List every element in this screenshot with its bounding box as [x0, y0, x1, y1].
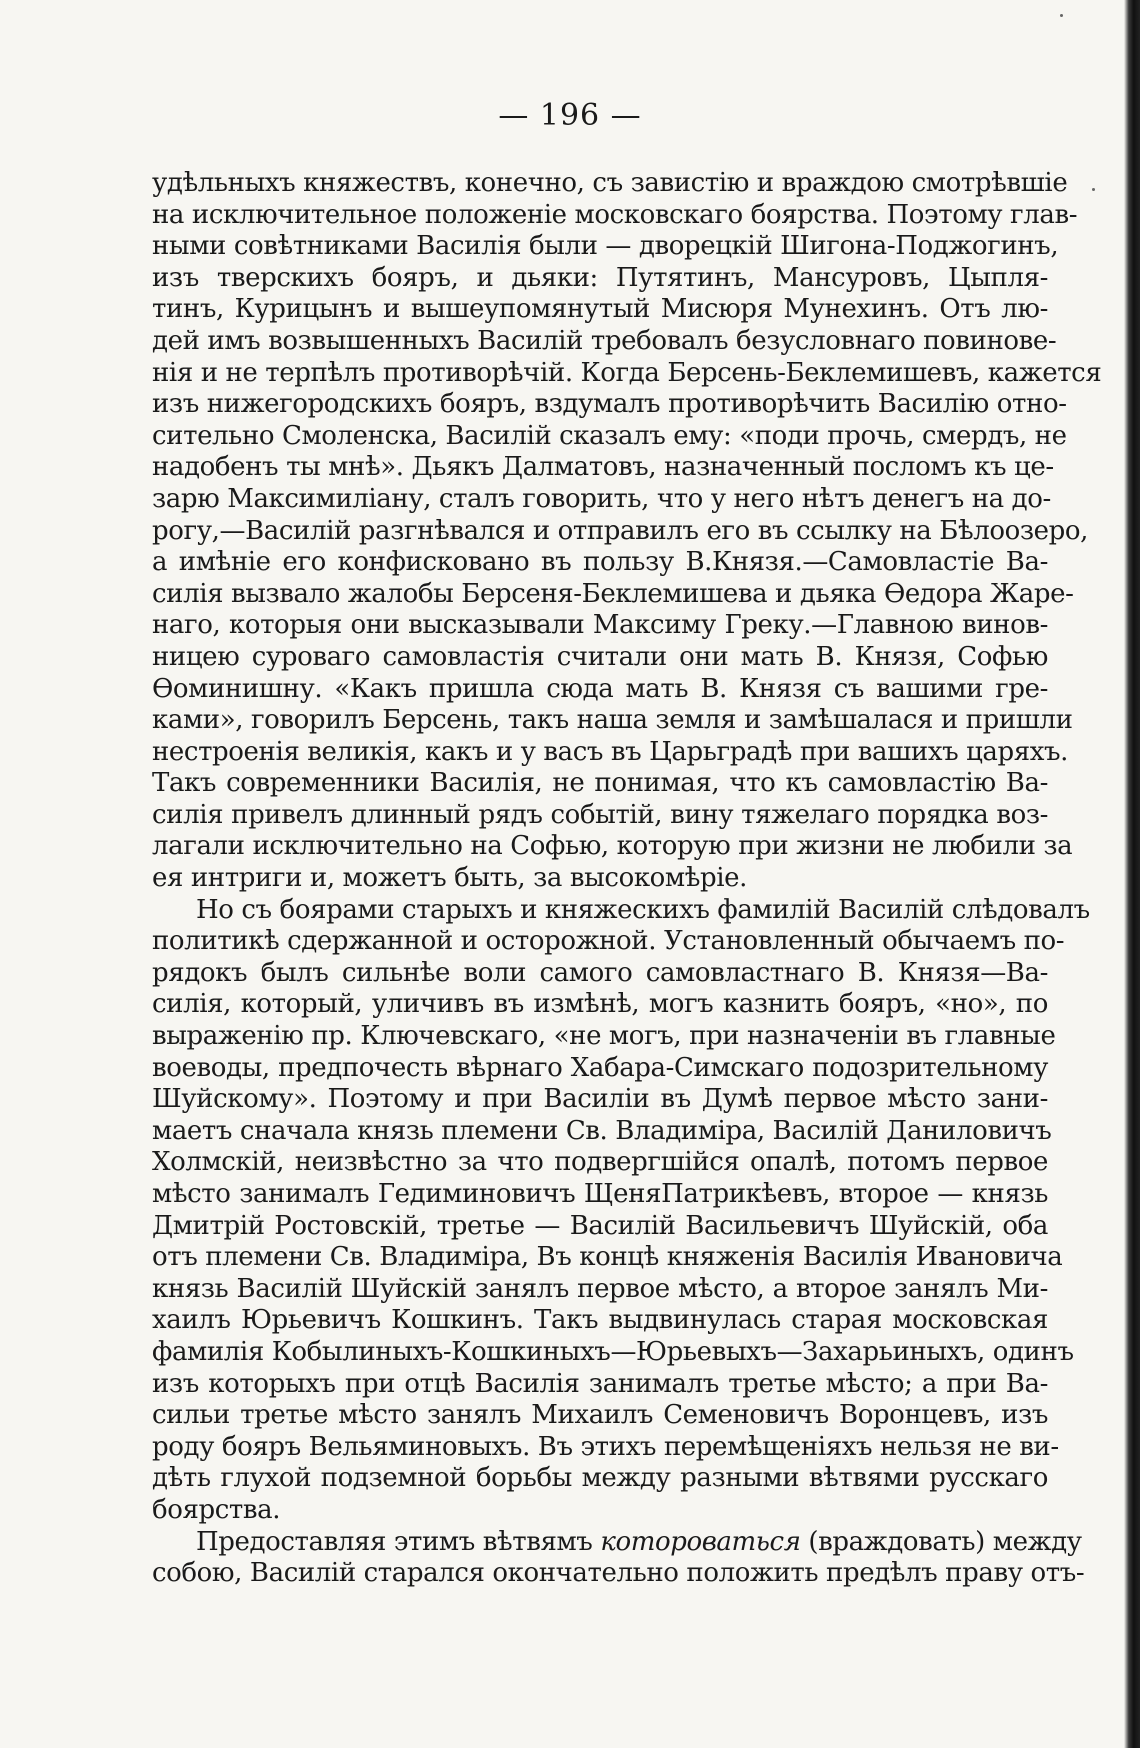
text-line: выраженію пр. Ключевскаго, «не могъ, при назначеніи въ главные — [152, 1021, 1056, 1052]
text-line: ницею суроваго самовластія считали они мать В. Князя, Софью — [152, 641, 1048, 672]
paragraph-2 — [152, 894, 1090, 1527]
text-line: силія вызвало жалобы Берсеня-Беклемишева и дьяка Ѳедора Жаре- — [152, 578, 1074, 609]
text-line: Шуйскому». Поэтому и при Василіи въ Думѣ первое мѣсто зани- — [152, 1084, 1048, 1115]
text-segment: (враждовать) между — [800, 1526, 1082, 1557]
scan-speck — [1060, 14, 1063, 17]
text-line: маетъ сначала князь племени Св. Владиміра, Василій Даниловичъ — [152, 1115, 1052, 1146]
text-line: политикѣ сдержанной и осторожной. Установленный обычаемъ по- — [152, 926, 1065, 957]
text-line: силія, который, уличивъ въ измѣнѣ, могъ казнить бояръ, «но», по — [152, 989, 1048, 1020]
text-line: нестроенія великія, какъ и у васъ въ Царьградѣ при вашихъ царяхъ. — [152, 736, 1069, 767]
text-line: рядокъ былъ сильнѣе воли самого самовластнаго В. Князя—Ва- — [152, 957, 1048, 988]
text-line: боярства. — [152, 1494, 281, 1525]
paragraph-3 — [152, 1526, 1085, 1590]
italic-term: которoваться — [600, 1526, 801, 1557]
text-line: лагали исключительно на Софью, которую при жизни не любили за — [152, 831, 1073, 862]
text-line: нія и не терпѣлъ противорѣчій. Когда Берсень-Беклемишевъ, кажется — [152, 357, 1102, 388]
text-line: надобенъ ты мнѣ». Дьякъ Далматовъ, назначенный посломъ къ це- — [152, 452, 1054, 483]
text-line — [152, 1526, 1082, 1559]
text-line: фамилія Кобылиныхъ-Кошкиныхъ—Юрьевыхъ—Захарьиныхъ, одинъ — [152, 1336, 1074, 1367]
text-line: изъ нижегородскихъ бояръ, вздумалъ противорѣчить Василію отно- — [152, 389, 1067, 420]
text-line: ея интриги и, можетъ быть, за высокомѣріе. — [152, 863, 748, 894]
text-line: тинъ, Курицынъ и вышеупомянутый Мисюря Мунехинъ. Отъ лю- — [152, 294, 1048, 325]
text-line: а имѣніе его конфисковано въ пользу В.Князя.—Самовластіе Ва- — [152, 547, 1048, 578]
text-line: сительно Смоленска, Василій сказалъ ему: «поди прочь, смердъ, не — [152, 420, 1067, 451]
text-line: сильи третье мѣсто занялъ Михаилъ Семеновичъ Воронцевъ, изъ — [152, 1400, 1048, 1431]
text-line: Холмскій, неизвѣстно за что подвергшійся опалѣ, потомъ первое — [152, 1147, 1048, 1178]
scan-edge-shadow — [1124, 0, 1140, 1748]
text-line: отъ племени Св. Владиміра, Въ концѣ княженія Василія Ивановича — [152, 1242, 1063, 1273]
scan-speck — [1092, 188, 1095, 191]
text-line: Ѳоминишну. «Какъ пришла сюда мать В. Князя съ вашими гре- — [152, 673, 1048, 704]
text-line: изъ тверскихъ бояръ, и дьяки: Путятинъ, Мансуровъ, Цыпля- — [152, 262, 1048, 293]
text-line: рогу,—Василій разгнѣвался и отправилъ его въ ссылку на Бѣлоозеро, — [152, 515, 1088, 546]
text-line: воеводы, предпочесть вѣрнаго Хабара-Симскаго подозрительному — [152, 1052, 1048, 1083]
text-line: дѣть глухой подземной борьбы между разными вѣтвями русскаго — [152, 1463, 1048, 1494]
text-segment: Предоставляя этимъ вѣтвямъ — [196, 1526, 601, 1557]
text-line: зарю Максимиліану, сталъ говорить, что у него нѣтъ денегъ на до- — [152, 483, 1051, 514]
page-number: — 196 — — [498, 98, 642, 133]
text-line: собою, Василій старался окончательно положить предѣлъ праву отъ- — [152, 1558, 1085, 1589]
text-line: ными совѣтниками Василія были — дворецкій Шигона-Поджогинъ, — [152, 231, 1059, 262]
text-line: Дмитрій Ростовскій, третье — Василій Васильевичъ Шуйскій, оба — [152, 1210, 1048, 1241]
text-line: ками», говорилъ Берсень, такъ наша земля и замѣшалася и пришли — [152, 705, 1073, 736]
text-line: князь Василій Шуйскій занялъ первое мѣсто, а второе занялъ Ми- — [152, 1273, 1048, 1304]
text-line: силія привелъ длинный рядъ событій, вину тяжелаго порядка воз- — [152, 799, 1048, 830]
text-line: Но съ боярами старыхъ и княжескихъ фамилій Василій слѣдовалъ — [196, 894, 1090, 925]
text-line: на исключительное положеніе московскаго боярства. Поэтому глав- — [152, 199, 1078, 230]
text-line: удѣльныхъ княжествъ, конечно, съ завистію и враждою смотрѣвшіе — [152, 168, 1068, 198]
text-line: роду бояръ Вельяминовыхъ. Въ этихъ перемѣщеніяхъ нельзя не ви- — [152, 1431, 1059, 1462]
text-line: дей имъ возвышенныхъ Василій требовалъ безусловнаго повинове- — [152, 325, 1057, 356]
text-line: наго, которыя они высказывали Максиму Греку.—Главною винов- — [152, 610, 1048, 641]
paragraph-1 — [152, 168, 1102, 895]
body-text — [152, 168, 1102, 1590]
text-line: Такъ современники Василія, не понимая, что къ самовластію Ва- — [152, 768, 1048, 799]
text-line: мѣсто занималъ Гедиминовичъ ЩеняПатрикѣевъ, второе — князь — [152, 1179, 1048, 1209]
text-line: хаилъ Юрьевичъ Кошкинъ. Такъ выдвинулась старая московская — [152, 1305, 1048, 1336]
text-line: изъ которыхъ при отцѣ Василія занималъ третье мѣсто; а при Ва- — [152, 1368, 1048, 1399]
